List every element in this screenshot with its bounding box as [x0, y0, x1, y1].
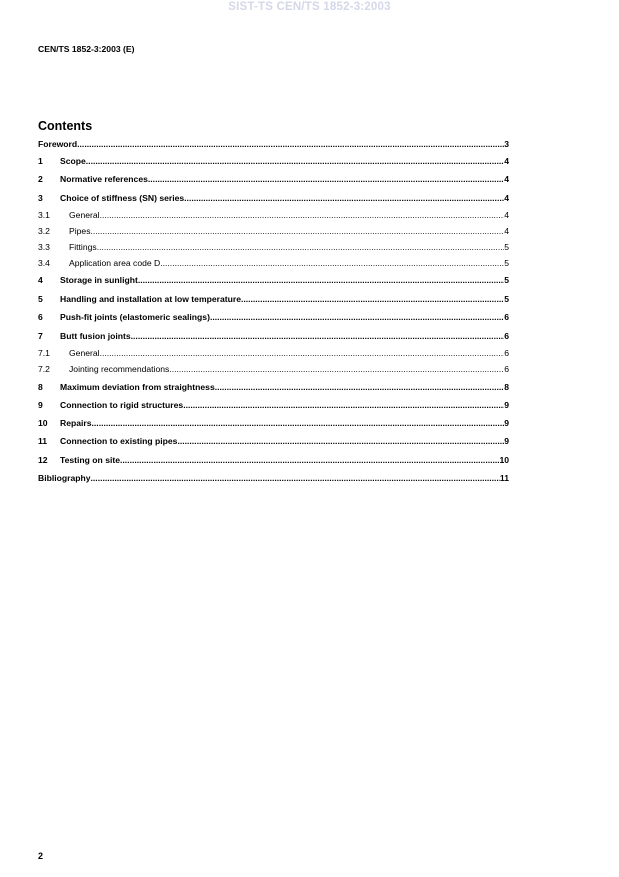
toc-entry[interactable]	[38, 311, 509, 323]
toc-entry-title: Butt fusion joints	[60, 331, 131, 341]
toc-entry-number: 6	[38, 312, 43, 322]
toc-leader-dots	[215, 381, 504, 393]
toc-entry[interactable]	[38, 241, 509, 253]
toc-leader-dots	[120, 454, 499, 466]
toc-entry-title: Maximum deviation from straightness	[60, 382, 215, 392]
toc-entry-number: 3.1	[38, 210, 50, 220]
toc-entry-number: 1	[38, 156, 43, 166]
toc-entry-number: 3	[38, 193, 43, 203]
toc-entry[interactable]	[38, 381, 509, 393]
toc-entry-title: Repairs	[60, 418, 92, 428]
toc-entry-title: Connection to existing pipes	[60, 436, 178, 446]
toc-entry-title: Pipes	[69, 226, 91, 236]
toc-entry[interactable]	[38, 155, 509, 167]
toc-leader-dots	[77, 138, 504, 150]
toc-entry[interactable]	[38, 192, 509, 204]
toc-entry-number: 3.4	[38, 258, 50, 268]
toc-entry-page: 6	[504, 348, 509, 358]
page-number: 2	[38, 851, 44, 861]
toc-leader-dots	[131, 330, 505, 342]
toc-entry[interactable]	[38, 173, 509, 185]
toc-leader-dots	[86, 155, 504, 167]
toc-entry-page: 5	[504, 242, 509, 252]
toc-entry-page: 6	[504, 364, 509, 374]
toc-leader-dots	[91, 472, 500, 484]
toc-entry-page: 8	[504, 382, 509, 392]
toc-entry[interactable]	[38, 435, 509, 447]
toc-entry-page: 9	[504, 436, 509, 446]
toc-entry-title: General	[69, 348, 100, 358]
toc-entry-title: Storage in sunlight	[60, 275, 138, 285]
toc-entry-number: 9	[38, 400, 43, 410]
toc-entry[interactable]	[38, 225, 509, 237]
toc-entry-number: 7.1	[38, 348, 50, 358]
toc-entry-page: 4	[504, 156, 509, 166]
toc-leader-dots	[184, 192, 504, 204]
toc-entry-number: 10	[38, 418, 48, 428]
toc-leader-dots	[148, 173, 504, 185]
toc-entry[interactable]	[38, 347, 509, 359]
toc-entry-page: 3	[504, 139, 509, 149]
toc-entry[interactable]	[38, 399, 509, 411]
toc-entry-title: Testing on site	[60, 455, 121, 465]
toc-leader-dots	[97, 241, 505, 253]
toc-entry[interactable]	[38, 363, 509, 375]
toc-entry-page: 10	[499, 455, 509, 465]
toc-entry[interactable]	[38, 454, 509, 466]
toc-entry-page: 4	[504, 174, 509, 184]
toc-entry-title: Foreword	[38, 139, 78, 149]
toc-leader-dots	[160, 257, 504, 269]
toc-entry-page: 6	[504, 331, 509, 341]
toc-entry-title: Connection to rigid structures	[60, 400, 184, 410]
toc-entry-page: 5	[504, 258, 509, 268]
toc-entry-number: 5	[38, 294, 43, 304]
toc-entry-number: 4	[38, 275, 43, 285]
document-id-header: CEN/TS 1852-3:2003 (E)	[38, 44, 135, 54]
watermark: SIST-TS CEN/TS 1852-3:2003	[228, 1, 391, 13]
toc-leader-dots	[241, 293, 504, 305]
toc-entry-page: 6	[504, 312, 509, 322]
toc-entry[interactable]	[38, 138, 509, 150]
contents-title: Contents	[38, 119, 93, 133]
toc-entry-title: Bibliography	[38, 473, 91, 483]
toc-entry-title: Push-fit joints (elastomeric sealings)	[60, 312, 210, 322]
toc-entry-page: 9	[504, 400, 509, 410]
toc-leader-dots	[92, 417, 505, 429]
toc-entry-number: 8	[38, 382, 43, 392]
toc-entry[interactable]	[38, 417, 509, 429]
toc-entry-number: 11	[38, 436, 48, 446]
toc-leader-dots	[100, 209, 505, 221]
toc-entry-title: Handling and installation at low temperature	[60, 294, 241, 304]
toc-entry-number: 3.3	[38, 242, 50, 252]
toc-entry[interactable]	[38, 274, 509, 286]
toc-leader-dots	[91, 225, 505, 237]
toc-entry-page: 4	[504, 193, 509, 203]
toc-entry-number: 3.2	[38, 226, 50, 236]
toc-entry-title: Scope	[60, 156, 86, 166]
toc-entry-title: Application area code D	[69, 258, 161, 268]
toc-entry-page: 9	[504, 418, 509, 428]
toc-entry[interactable]	[38, 330, 509, 342]
toc-leader-dots	[210, 311, 504, 323]
toc-entry-number: 7.2	[38, 364, 50, 374]
toc-entry-page: 4	[504, 226, 509, 236]
toc-entry[interactable]	[38, 293, 509, 305]
toc-leader-dots	[100, 347, 505, 359]
toc-entry-title: General	[69, 210, 100, 220]
toc-entry[interactable]	[38, 209, 509, 221]
toc-leader-dots	[177, 435, 504, 447]
toc-leader-dots	[183, 399, 504, 411]
toc-entry-number: 12	[38, 455, 48, 465]
toc-entry-number: 7	[38, 331, 43, 341]
toc-entry[interactable]	[38, 472, 509, 484]
toc-entry-number: 2	[38, 174, 43, 184]
toc-entry-title: Fittings	[69, 242, 97, 252]
toc-entry-page: 4	[504, 210, 509, 220]
toc-entry-title: Choice of stiffness (SN) series	[60, 193, 185, 203]
toc-entry[interactable]	[38, 257, 509, 269]
toc-leader-dots	[169, 363, 504, 375]
toc-entry-title: Normative references	[60, 174, 148, 184]
toc-entry-title: Jointing recommendations	[69, 364, 170, 374]
toc-leader-dots	[138, 274, 504, 286]
toc-entry-page: 11	[499, 473, 509, 483]
toc-entry-page: 5	[504, 275, 509, 285]
toc-entry-page: 5	[504, 294, 509, 304]
